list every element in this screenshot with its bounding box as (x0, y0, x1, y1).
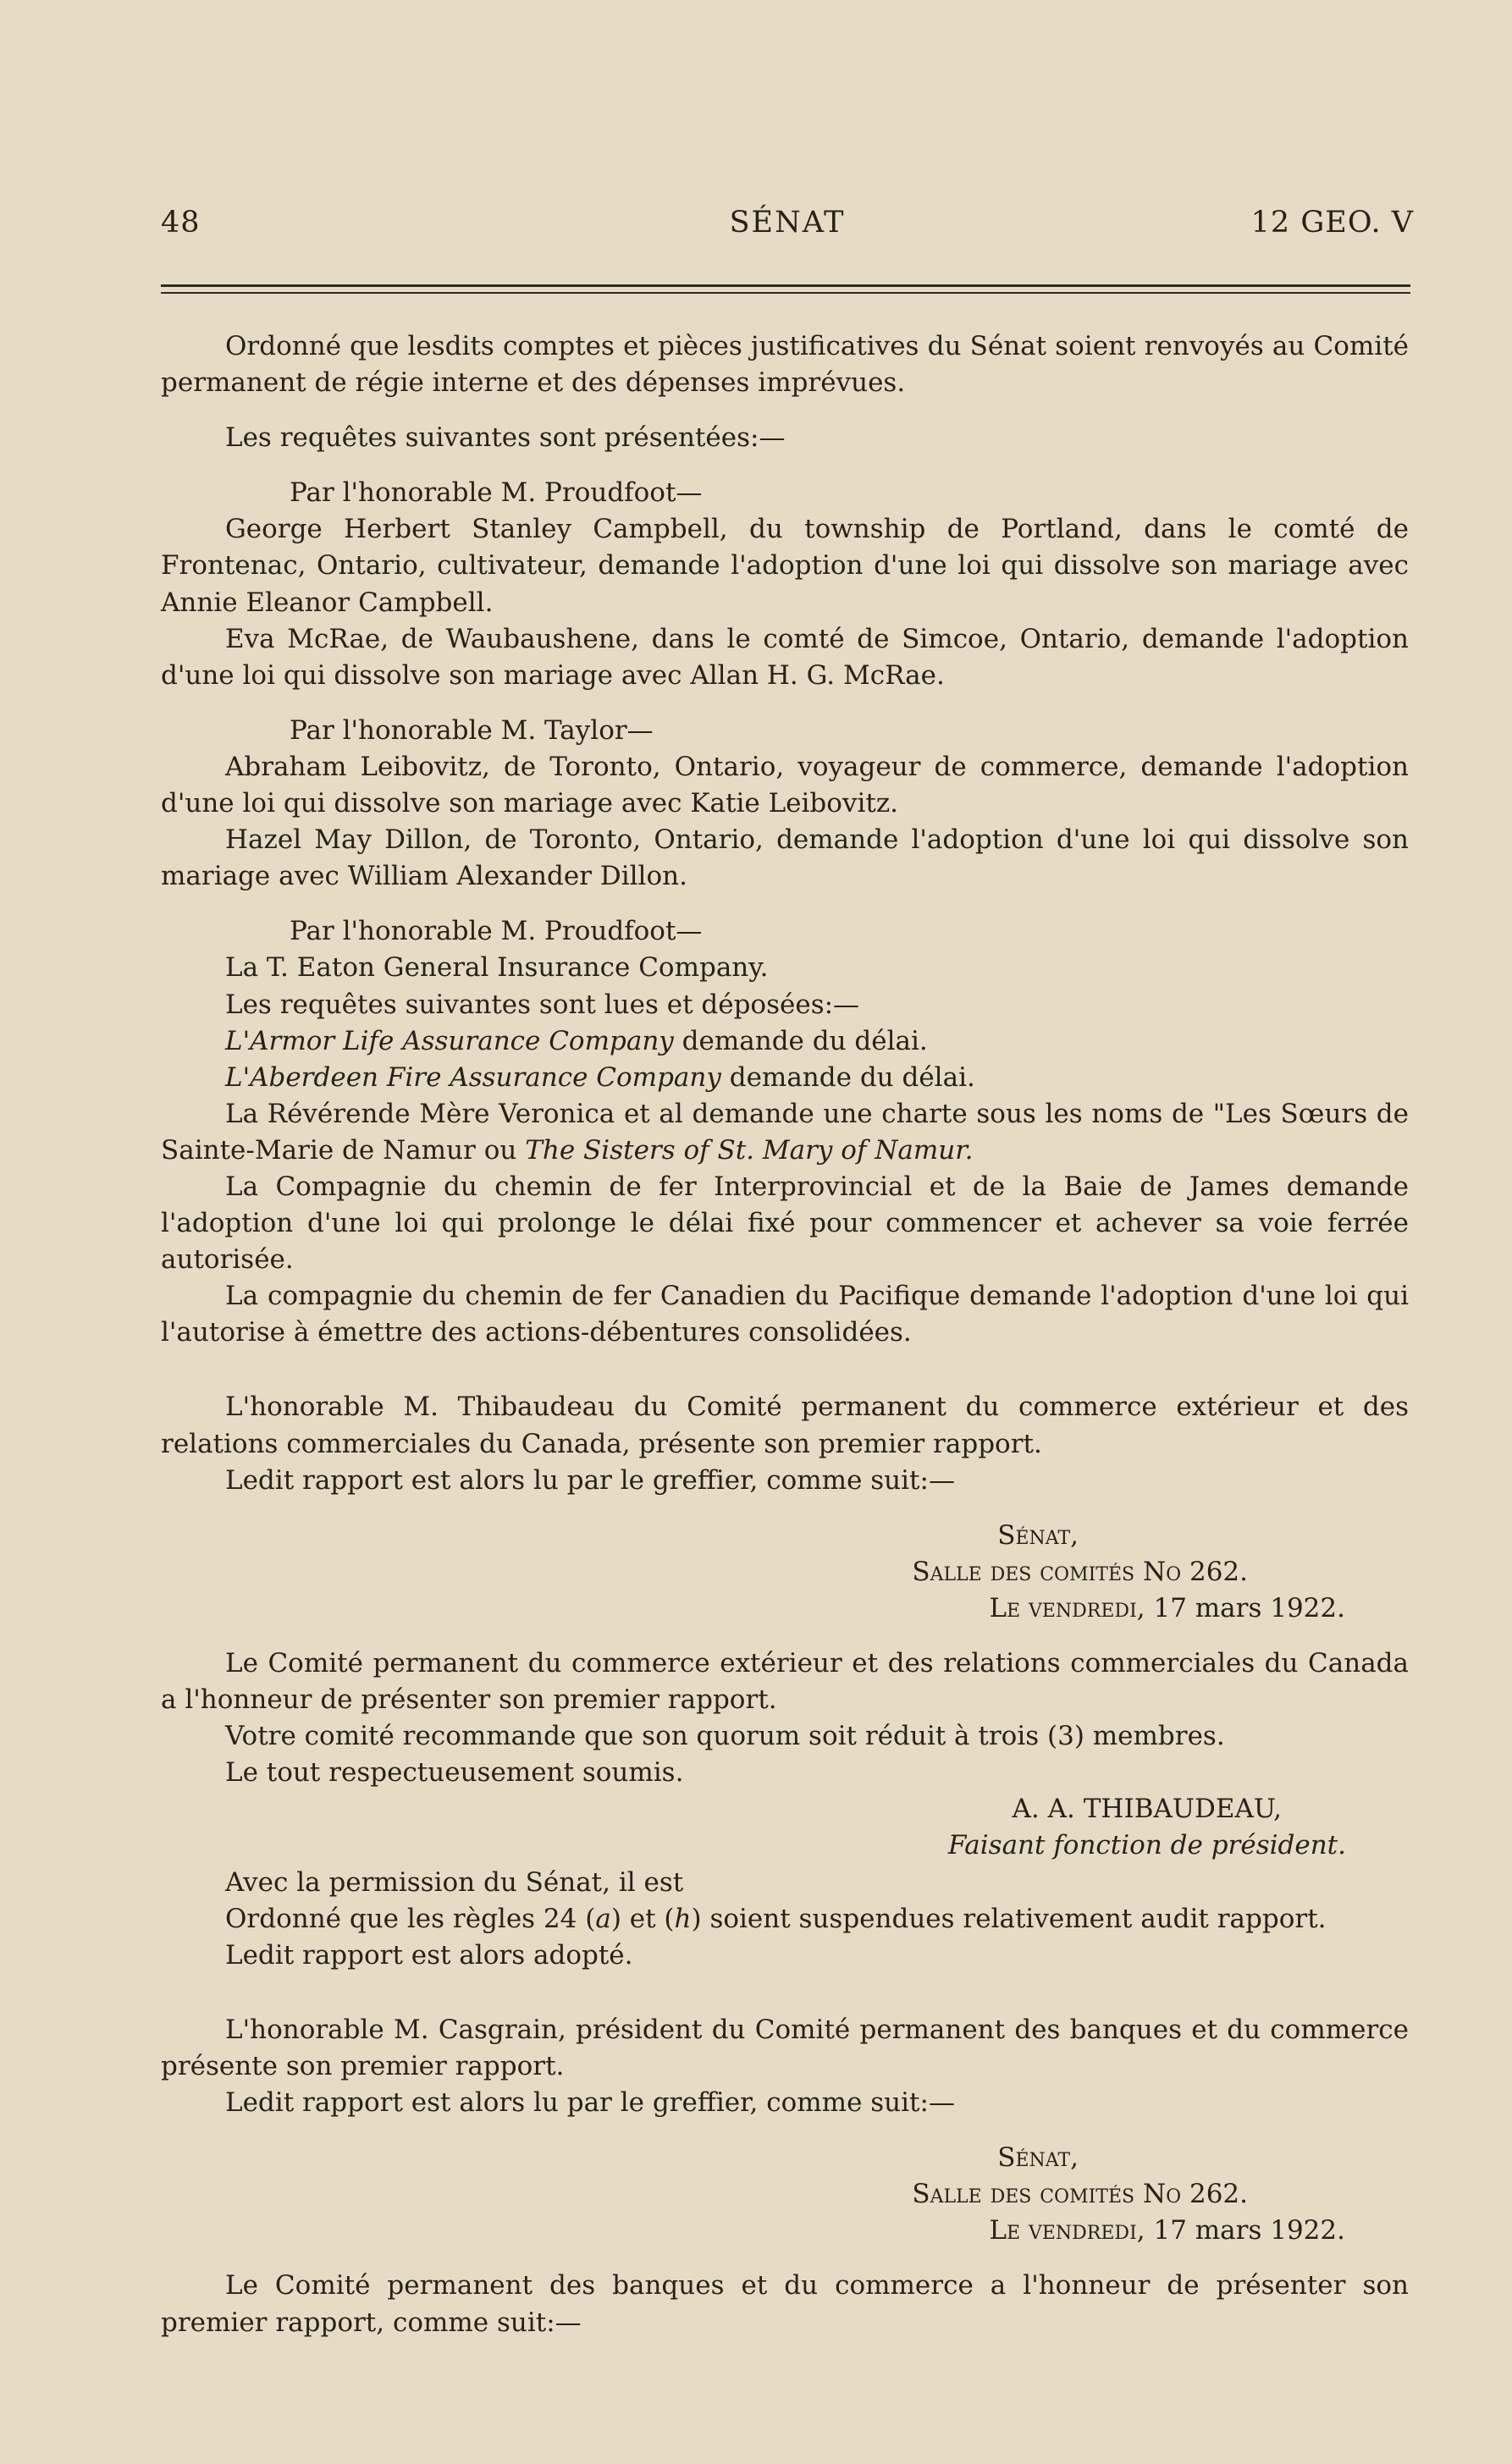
signature-role: Faisant fonction de président. (947, 1830, 1346, 1861)
paragraph-rules-suspended: Ordonné que les règles 24 (a) et (h) soient suspendues relativement audit rapport. (225, 1903, 1327, 1934)
paragraph-aberdeen-fire: L'Aberdeen Fire Assurance Company demande du délai. (225, 1061, 975, 1093)
running-title: SÉNAT (729, 206, 846, 240)
paragraph-casgrain-report: L'honorable M. Casgrain, président du Comité permanent des banques et du commerce présente son premier rapport. (161, 2014, 1409, 2081)
paragraph-interprovincial-railway: La Compagnie du chemin de fer Interprovincial et de la Baie de James demande l'adoption d'une loi qui prolonge le délai fixé pour commencer et achever sa voie ferrée autorisée. (161, 1171, 1409, 1276)
paragraph-eaton-insurance: La T. Eaton General Insurance Company. (225, 952, 769, 984)
paragraph-report-read: Ledit rapport est alors lu par le greffier, comme suit:— (225, 1464, 955, 1496)
paragraph-petition-campbell: George Herbert Stanley Campbell, du township de Portland, dans le comté de Frontenac, Ontario, cultivateur, demande l'adoption d'une loi qui dissolve son mariage avec Annie Eleanor Campbell. (161, 514, 1409, 618)
paragraph-by-taylor: Par l'honorable M. Taylor— (290, 714, 654, 746)
paragraph-thibaudeau-report: L'honorable M. Thibaudeau du Comité permanent du commerce extérieur et des relations commerciales du Canada, présente son premier rapport. (161, 1392, 1409, 1459)
dateline-date-2: Le vendredi, 17 mars 1922. (989, 2215, 1345, 2246)
paragraph-petition-dillon: Hazel May Dillon, de Toronto, Ontario, demande l'adoption d'une loi qui dissolve son mariage avec William Alexander Dillon. (161, 824, 1409, 892)
armor-life-name: L'Armor Life Assurance Company (225, 1025, 674, 1056)
dateline-2 (161, 2140, 1409, 2249)
paragraph-petitions-presented: Les requêtes suivantes sont présentées:— (225, 422, 786, 454)
paragraph-by-proudfoot-2: Par l'honorable M. Proudfoot— (290, 916, 703, 947)
paragraph-petitions-read: Les requêtes suivantes sont lues et déposées:— (225, 989, 860, 1020)
dateline-salle: Salle des comités No 262. (912, 1556, 1248, 1587)
sisters-name: The Sisters of St. Mary of Namur. (525, 1134, 974, 1166)
header-rule-bottom (161, 292, 1410, 294)
paragraph-respectfully-submitted: Le tout respectueusement soumis. (225, 1757, 684, 1789)
paragraph-quorum: Votre comité recommande que son quorum soit réduit à trois (3) membres. (225, 1721, 1225, 1752)
header-rule-top (161, 284, 1410, 287)
page-header (161, 206, 1414, 248)
paragraph-banking-committee: Le Comité permanent des banques et du commerce a l'honneur de présenter son premier rapport, comme suit:— (161, 2270, 1409, 2338)
document-body (161, 328, 1409, 2341)
paragraph-petition-mcrae: Eva McRae, de Waubaushene, dans le comté de Simcoe, Ontario, demande l'adoption d'une loi qui dissolve son mariage avec Allan H. G. McRae. (161, 623, 1409, 691)
paragraph-soeurs-sainte-marie: La Révérende Mère Veronica et al demande une charte sous les noms de "Les Sœurs de Sainte-Marie de Namur ou The Sisters of St. Mary of Namur. (161, 1098, 1409, 1166)
regnal-year: 12 GEO. V (1250, 206, 1414, 240)
signature-name: A. A. THIBAUDEAU, (1012, 1794, 1282, 1825)
dateline-senat: Sénat, (997, 1519, 1079, 1551)
paragraph-permission: Avec la permission du Sénat, il est (225, 1866, 684, 1898)
paragraph-armor-life: L'Armor Life Assurance Company demande du délai. (225, 1025, 928, 1056)
paragraph-canadian-pacific: La compagnie du chemin de fer Canadien du Pacifique demande l'adoption d'une loi qui l'autorise à émettre des actions-débentures consolidées. (161, 1281, 1409, 1348)
dateline-senat-2: Sénat, (997, 2142, 1079, 2174)
page-number: 48 (161, 206, 201, 240)
dateline-1 (161, 1518, 1409, 1627)
dateline-salle-2: Salle des comités No 262. (912, 2179, 1248, 2210)
paragraph-committee-honour: Le Comité permanent du commerce extérieur et des relations commerciales du Canada a l'honneur de présenter son premier rapport. (161, 1648, 1409, 1716)
paragraph-report-read-2: Ledit rapport est alors lu par le greffier, comme suit:— (225, 2087, 955, 2119)
paragraph-by-proudfoot: Par l'honorable M. Proudfoot— (290, 477, 703, 509)
aberdeen-fire-name: L'Aberdeen Fire Assurance Company (225, 1061, 721, 1093)
paragraph-report-adopted: Ledit rapport est alors adopté. (225, 1939, 633, 1971)
paragraph-order-referral: Ordonné que lesdits comptes et pièces justificatives du Sénat soient renvoyés au Comité permanent de régie interne et des dépenses imprévues. (161, 331, 1409, 399)
dateline-date: Le vendredi, 17 mars 1922. (989, 1592, 1345, 1623)
paragraph-petition-leibovitz: Abraham Leibovitz, de Toronto, Ontario, voyageur de commerce, demande l'adoption d'une loi qui dissolve son mariage avec Katie Leibovitz. (161, 751, 1409, 819)
